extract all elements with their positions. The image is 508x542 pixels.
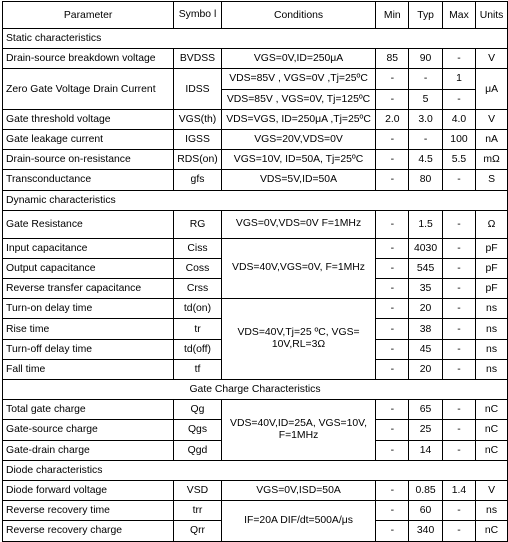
table-row	[3, 238, 508, 258]
unit-cell: nC	[476, 420, 508, 440]
param-cell: Gate threshold voltage	[3, 109, 174, 129]
symbol-cell: Ciss	[174, 238, 221, 258]
max-cell: -	[442, 299, 475, 319]
condition-cell: VDS=85V , VGS=0V ,Tj=25ºC	[221, 69, 376, 89]
param-cell: Fall time	[3, 359, 174, 379]
condition-cell: VGS=10V, ID=50A, Tj=25ºC	[221, 150, 376, 170]
min-cell: -	[376, 400, 409, 420]
param-cell: Diode forward voltage	[3, 480, 174, 500]
min-cell: -	[376, 319, 409, 339]
unit-cell: ns	[476, 339, 508, 359]
unit-cell: μA	[476, 69, 508, 109]
table-row	[3, 299, 508, 319]
min-cell: -	[376, 150, 409, 170]
unit-cell: nA	[476, 129, 508, 149]
header-parameter: Parameter	[3, 2, 174, 29]
unit-cell: ns	[476, 319, 508, 339]
table-row	[3, 49, 508, 69]
symbol-cell: BVDSS	[174, 49, 221, 69]
unit-cell: S	[476, 170, 508, 190]
param-cell: Total gate charge	[3, 400, 174, 420]
param-cell: Reverse recovery charge	[3, 521, 174, 541]
electrical-characteristics-table	[2, 1, 508, 542]
max-cell: -	[442, 89, 475, 109]
max-cell: -	[442, 258, 475, 278]
header-row	[3, 2, 508, 29]
param-cell: Turn-off delay time	[3, 339, 174, 359]
min-cell: -	[376, 258, 409, 278]
typ-cell: 545	[409, 258, 443, 278]
max-cell: 5.5	[442, 150, 475, 170]
symbol-cell: Coss	[174, 258, 221, 278]
param-cell: Zero Gate Voltage Drain Current	[3, 69, 174, 109]
min-cell: -	[376, 210, 409, 238]
symbol-cell: td(off)	[174, 339, 221, 359]
section-row	[3, 29, 508, 49]
table-row	[3, 501, 508, 521]
max-cell: -	[442, 339, 475, 359]
typ-cell: 4.5	[409, 150, 443, 170]
min-cell: -	[376, 170, 409, 190]
condition-cell: VDS=40V,ID=25A, VGS=10V, F=1MHz	[221, 400, 376, 461]
max-cell: -	[442, 238, 475, 258]
typ-cell: 20	[409, 299, 443, 319]
min-cell: -	[376, 339, 409, 359]
unit-cell: ns	[476, 359, 508, 379]
header-typ: Typ	[409, 2, 443, 29]
min-cell: 2.0	[376, 109, 409, 129]
table-row	[3, 480, 508, 500]
condition-cell: VGS=0V,ID=250μA	[221, 49, 376, 69]
condition-cell: VGS=20V,VDS=0V	[221, 129, 376, 149]
param-cell: Gate-source charge	[3, 420, 174, 440]
min-cell: -	[376, 440, 409, 460]
symbol-cell: Qgs	[174, 420, 221, 440]
typ-cell: 38	[409, 319, 443, 339]
symbol-cell: Qgd	[174, 440, 221, 460]
symbol-cell: trr	[174, 501, 221, 521]
symbol-cell: Qg	[174, 400, 221, 420]
section-static: Static characteristics	[3, 29, 508, 49]
max-cell: -	[442, 170, 475, 190]
min-cell: -	[376, 359, 409, 379]
symbol-cell: tr	[174, 319, 221, 339]
unit-cell: Ω	[476, 210, 508, 238]
symbol-cell: gfs	[174, 170, 221, 190]
section-dynamic: Dynamic characteristics	[3, 190, 508, 210]
condition-cell: IF=20A DIF/dt=500A/μs	[221, 501, 376, 541]
param-cell: Output capacitance	[3, 258, 174, 278]
param-cell: Gate-drain charge	[3, 440, 174, 460]
min-cell: 85	[376, 49, 409, 69]
unit-cell: mΩ	[476, 150, 508, 170]
table-row	[3, 109, 508, 129]
max-cell: -	[442, 521, 475, 541]
typ-cell: 3.0	[409, 109, 443, 129]
typ-cell: 65	[409, 400, 443, 420]
max-cell: -	[442, 501, 475, 521]
table-row	[3, 69, 508, 89]
unit-cell: pF	[476, 238, 508, 258]
condition-cell: VGS=0V,VDS=0V F=1MHz	[221, 210, 376, 238]
symbol-cell: VGS(th)	[174, 109, 221, 129]
unit-cell: V	[476, 109, 508, 129]
header-units: Units	[476, 2, 508, 29]
max-cell: -	[442, 359, 475, 379]
symbol-cell: IGSS	[174, 129, 221, 149]
param-cell: Drain-source on-resistance	[3, 150, 174, 170]
max-cell: 100	[442, 129, 475, 149]
symbol-cell: RG	[174, 210, 221, 238]
typ-cell: 5	[409, 89, 443, 109]
min-cell: -	[376, 299, 409, 319]
typ-cell: 20	[409, 359, 443, 379]
typ-cell: -	[409, 129, 443, 149]
param-cell: Input capacitance	[3, 238, 174, 258]
min-cell: -	[376, 420, 409, 440]
typ-cell: 25	[409, 420, 443, 440]
max-cell: -	[442, 400, 475, 420]
min-cell: -	[376, 129, 409, 149]
condition-cell: VDS=85V , VGS=0V, Tj=125ºC	[221, 89, 376, 109]
min-cell: -	[376, 238, 409, 258]
section-diode: Diode characteristics	[3, 460, 508, 480]
condition-cell: VDS=40V,VGS=0V, F=1MHz	[221, 238, 376, 299]
unit-cell: V	[476, 49, 508, 69]
symbol-cell: tf	[174, 359, 221, 379]
condition-cell: VDS=5V,ID=50A	[221, 170, 376, 190]
table-row	[3, 170, 508, 190]
table-row	[3, 150, 508, 170]
section-gate-charge: Gate Charge Characteristics	[3, 380, 508, 400]
condition-cell: VGS=0V,ISD=50A	[221, 480, 376, 500]
typ-cell: 1.5	[409, 210, 443, 238]
section-row	[3, 460, 508, 480]
table-row	[3, 210, 508, 238]
symbol-cell: VSD	[174, 480, 221, 500]
typ-cell: -	[409, 69, 443, 89]
typ-cell: 60	[409, 501, 443, 521]
param-cell: Reverse transfer capacitance	[3, 279, 174, 299]
max-cell: -	[442, 440, 475, 460]
param-cell: Drain-source breakdown voltage	[3, 49, 174, 69]
typ-cell: 35	[409, 279, 443, 299]
unit-cell: V	[476, 480, 508, 500]
max-cell: -	[442, 49, 475, 69]
symbol-cell: Crss	[174, 279, 221, 299]
min-cell: -	[376, 279, 409, 299]
unit-cell: pF	[476, 279, 508, 299]
min-cell: -	[376, 69, 409, 89]
symbol-cell: RDS(on)	[174, 150, 221, 170]
max-cell: 4.0	[442, 109, 475, 129]
max-cell: 1	[442, 69, 475, 89]
unit-cell: ns	[476, 299, 508, 319]
min-cell: -	[376, 521, 409, 541]
condition-cell: VDS=40V,Tj=25 ºC, VGS= 10V,RL=3Ω	[221, 299, 376, 380]
max-cell: -	[442, 420, 475, 440]
param-cell: Gate leakage current	[3, 129, 174, 149]
header-max: Max	[442, 2, 475, 29]
header-min: Min	[376, 2, 409, 29]
max-cell: -	[442, 279, 475, 299]
table-row	[3, 400, 508, 420]
unit-cell: ns	[476, 501, 508, 521]
min-cell: -	[376, 89, 409, 109]
section-row	[3, 380, 508, 400]
header-conditions: Conditions	[221, 2, 376, 29]
min-cell: -	[376, 480, 409, 500]
param-cell: Reverse recovery time	[3, 501, 174, 521]
typ-cell: 45	[409, 339, 443, 359]
param-cell: Transconductance	[3, 170, 174, 190]
unit-cell: nC	[476, 400, 508, 420]
min-cell: -	[376, 501, 409, 521]
symbol-cell: IDSS	[174, 69, 221, 109]
unit-cell: nC	[476, 440, 508, 460]
unit-cell: pF	[476, 258, 508, 278]
typ-cell: 4030	[409, 238, 443, 258]
unit-cell: nC	[476, 521, 508, 541]
max-cell: -	[442, 210, 475, 238]
param-cell: Rise time	[3, 319, 174, 339]
table-row	[3, 129, 508, 149]
condition-cell: VDS=VGS, ID=250μA ,Tj=25ºC	[221, 109, 376, 129]
section-row	[3, 190, 508, 210]
max-cell: -	[442, 319, 475, 339]
symbol-cell: td(on)	[174, 299, 221, 319]
typ-cell: 0.85	[409, 480, 443, 500]
max-cell: 1.4	[442, 480, 475, 500]
typ-cell: 340	[409, 521, 443, 541]
typ-cell: 90	[409, 49, 443, 69]
typ-cell: 80	[409, 170, 443, 190]
param-cell: Gate Resistance	[3, 210, 174, 238]
symbol-cell: Qrr	[174, 521, 221, 541]
param-cell: Turn-on delay time	[3, 299, 174, 319]
header-symbol: Symbo l	[174, 2, 221, 29]
typ-cell: 14	[409, 440, 443, 460]
